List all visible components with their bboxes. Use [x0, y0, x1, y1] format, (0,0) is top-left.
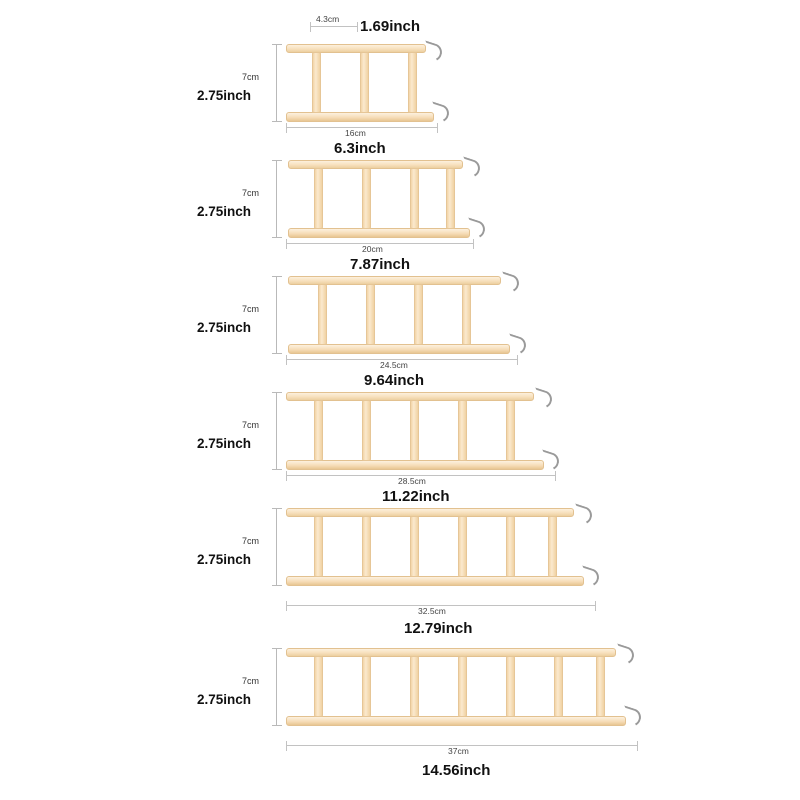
ladder-hook-top-3 — [497, 271, 522, 294]
ladder-rail-bottom-1 — [286, 112, 434, 122]
label-height-inch-5: 2.75inch — [197, 552, 252, 567]
ladder-rung-1-3 — [408, 52, 417, 113]
ladder-rail-top-6 — [286, 648, 616, 657]
ladder-rung-5-2 — [362, 516, 371, 577]
label-height-inch-1: 2.75inch — [197, 88, 252, 103]
ladder-rail-bottom-4 — [286, 460, 544, 470]
label-height-inch-4: 2.75inch — [197, 436, 252, 451]
label-height-cm-4: 7cm — [242, 420, 260, 430]
ladder-rung-6-3 — [410, 656, 419, 717]
label-height-cm-2: 7cm — [242, 188, 260, 198]
ladder-rung-6-5 — [506, 656, 515, 717]
ladder-rail-top-5 — [286, 508, 574, 517]
ladder-rung-4-3 — [410, 400, 419, 461]
ladder-rung-5-1 — [314, 516, 323, 577]
ladder-rung-3-4 — [462, 284, 471, 345]
label-width-cm-5: 32.5cm — [418, 606, 446, 616]
label-height-inch-6: 2.75inch — [197, 692, 252, 707]
ladder-rail-bottom-2 — [288, 228, 470, 238]
label-length-inch-4: 9.64inch — [364, 372, 425, 389]
ladder-illustration-2 — [288, 160, 488, 240]
ladder-rung-2-3 — [410, 168, 419, 229]
dimension-line-height-2 — [276, 160, 277, 238]
label-height-cm-3: 7cm — [242, 304, 260, 314]
ladder-rung-6-2 — [362, 656, 371, 717]
label-length-inch-3: 7.87inch — [350, 256, 411, 273]
label-width-cm-4: 28.5cm — [398, 476, 426, 486]
label-width-cm-3: 24.5cm — [380, 360, 408, 370]
label-height-inch-3: 2.75inch — [197, 320, 252, 335]
ladder-rung-6-7 — [596, 656, 605, 717]
dimension-line-height-3 — [276, 276, 277, 354]
ladder-rung-5-4 — [458, 516, 467, 577]
ladder-rung-2-4 — [446, 168, 455, 229]
ladder-illustration-5 — [286, 508, 606, 588]
label-height-cm-6: 7cm — [242, 676, 260, 686]
ladder-hook-top-1 — [420, 40, 445, 63]
ladder-rung-5-6 — [548, 516, 557, 577]
label-height-inch-2: 2.75inch — [197, 204, 252, 219]
label-length-inch-7: 14.56inch — [422, 762, 491, 779]
dimension-line-height-1 — [276, 44, 277, 122]
label-width-cm-2: 20cm — [362, 244, 383, 254]
ladder-illustration-6 — [286, 648, 646, 728]
ladder-rung-4-2 — [362, 400, 371, 461]
ladder-rung-2-1 — [314, 168, 323, 229]
ladder-rung-3-1 — [318, 284, 327, 345]
ladder-rail-bottom-3 — [288, 344, 510, 354]
ladder-rung-2-2 — [362, 168, 371, 229]
ladder-rung-3-3 — [414, 284, 423, 345]
ladder-rung-1-2 — [360, 52, 369, 113]
label-width-cm-1: 16cm — [345, 128, 366, 138]
ladder-rung-5-5 — [506, 516, 515, 577]
dimension-line-height-6 — [276, 648, 277, 726]
dimension-line-height-4 — [276, 392, 277, 470]
ladder-rung-1-1 — [312, 52, 321, 113]
ladder-rung-4-4 — [458, 400, 467, 461]
ladder-rung-3-2 — [366, 284, 375, 345]
ladder-hook-top-2 — [458, 156, 483, 179]
label-height-cm-5: 7cm — [242, 536, 260, 546]
ladder-hook-top-6 — [612, 643, 637, 666]
ladder-rail-bottom-5 — [286, 576, 584, 586]
ladder-illustration-4 — [286, 392, 566, 472]
ladder-rung-6-6 — [554, 656, 563, 717]
ladder-rung-6-4 — [458, 656, 467, 717]
ladder-hook-top-5 — [570, 503, 595, 526]
dimension-line-rung-spacing-1 — [310, 26, 358, 27]
ladder-rung-4-1 — [314, 400, 323, 461]
ladder-rail-top-1 — [286, 44, 426, 53]
label-width-cm-6: 37cm — [448, 746, 469, 756]
ladder-rung-4-5 — [506, 400, 515, 461]
label-length-inch-5: 11.22inch — [382, 488, 450, 505]
ladder-illustration-3 — [288, 276, 528, 356]
label-rung-spacing-cm-1: 4.3cm — [316, 14, 340, 24]
label-length-inch-1: 1.69inch — [360, 18, 421, 35]
label-height-cm-1: 7cm — [242, 72, 260, 82]
label-length-inch-2: 6.3inch — [334, 140, 386, 157]
ladder-hook-top-4 — [530, 387, 555, 410]
label-length-inch-6: 12.79inch — [404, 620, 473, 637]
ladder-rung-6-1 — [314, 656, 323, 717]
dimension-line-height-5 — [276, 508, 277, 586]
ladder-rail-bottom-6 — [286, 716, 626, 726]
ladder-rung-5-3 — [410, 516, 419, 577]
ladder-illustration-1 — [286, 44, 446, 124]
